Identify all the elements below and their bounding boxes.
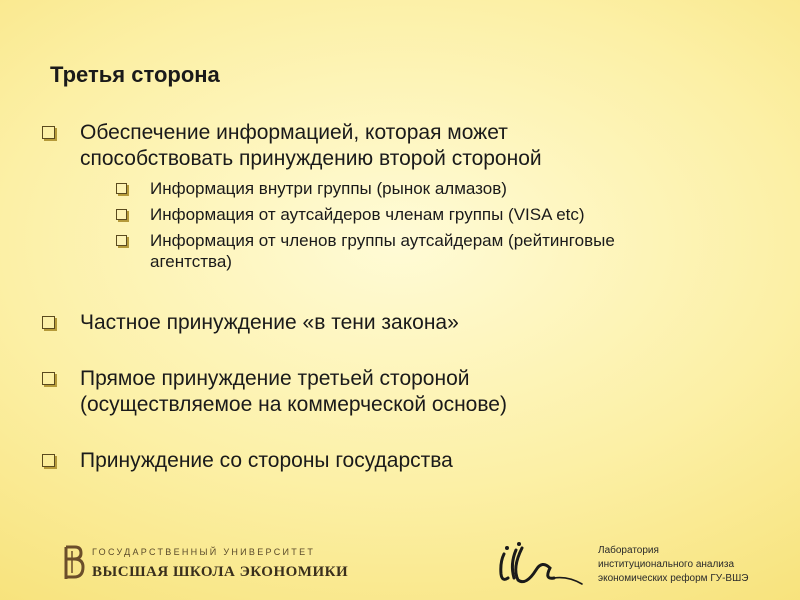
sub-bullet-line: Информация внутри группы (рынок алмазов) — [150, 179, 507, 198]
lab-name — [598, 544, 748, 586]
iia-logo-icon — [490, 538, 590, 590]
bullet-item — [42, 366, 772, 418]
sub-bullet-item — [116, 178, 772, 199]
square-bullet-icon — [116, 209, 127, 220]
square-bullet-icon — [116, 235, 127, 246]
bullet-item — [42, 448, 772, 474]
bullet-line: Частное принуждение «в тени закона» — [80, 311, 459, 334]
square-bullet-icon — [116, 183, 127, 194]
sub-bullet-list — [80, 178, 772, 272]
bullet-item — [42, 120, 772, 272]
lab-name-line: Лаборатория — [598, 545, 659, 556]
sub-bullet-line: Информация от членов группы аутсайдерам (рейтинговые — [150, 231, 615, 250]
bullet-line: (осуществляемое на коммерческой основе) — [80, 393, 507, 416]
bullet-line: Прямое принуждение третьей стороной — [80, 367, 470, 390]
square-bullet-icon — [42, 372, 55, 385]
bullet-item — [42, 310, 772, 336]
hse-emblem-icon — [62, 543, 88, 583]
sub-bullet-line: Информация от аутсайдеров членам группы (VISA etc) — [150, 205, 585, 224]
lab-name-line: институционального анализа — [598, 559, 735, 570]
bullet-line: Обеспечение информацией, которая может — [80, 121, 508, 144]
square-bullet-icon — [42, 126, 55, 139]
sub-bullet-item — [116, 204, 772, 225]
slide-title: Третья сторона — [50, 62, 220, 87]
bullet-line: Принуждение со стороны государства — [80, 449, 453, 472]
square-bullet-icon — [42, 316, 55, 329]
sub-bullet-line: агентства) — [150, 252, 232, 271]
university-name-bottom: ВЫСШАЯ ШКОЛА ЭКОНОМИКИ — [92, 564, 349, 580]
bullet-list — [42, 120, 772, 474]
university-name-top: ГОСУДАРСТВЕННЫЙ УНИВЕРСИТЕТ — [92, 547, 316, 557]
square-bullet-icon — [42, 454, 55, 467]
lab-name-line: экономических реформ ГУ-ВШЭ — [598, 573, 749, 584]
sub-bullet-item — [116, 230, 772, 272]
bullet-line: способствовать принуждению второй стороной — [80, 147, 542, 170]
